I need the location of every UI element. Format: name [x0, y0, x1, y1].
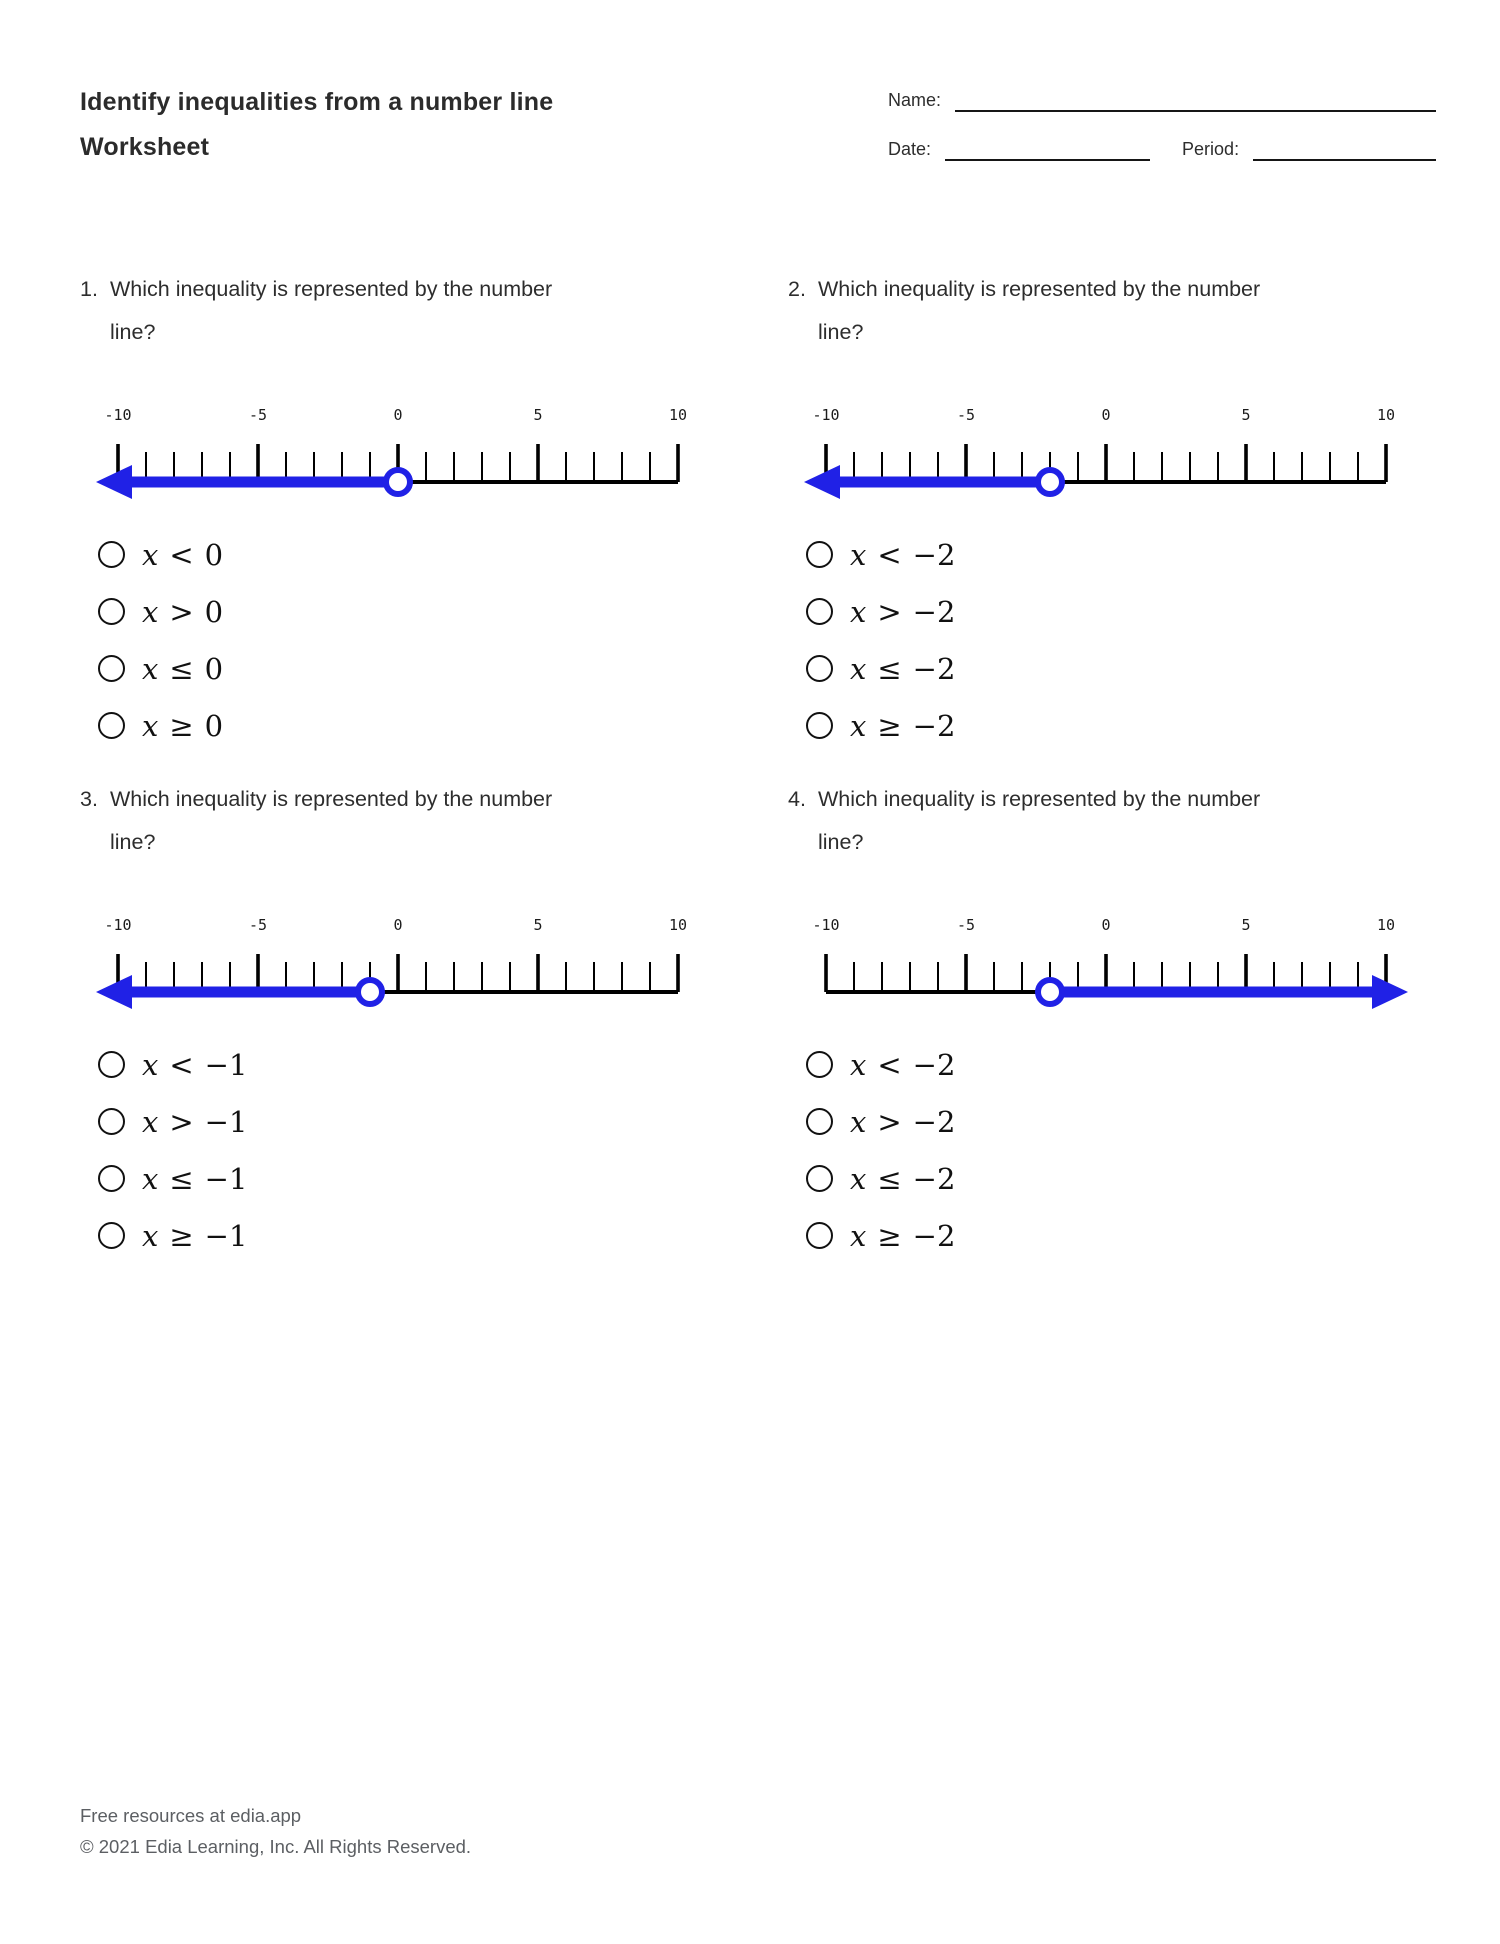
answer-option[interactable]	[98, 1093, 247, 1150]
question-3	[80, 778, 730, 1278]
svg-text:5: 5	[1241, 916, 1251, 934]
worksheet-title	[80, 80, 553, 170]
radio-button[interactable]	[806, 655, 833, 682]
answer-option[interactable]	[806, 697, 955, 754]
question-text: Which inequality is represented by the number line?	[818, 277, 1261, 344]
footer-resources: Free resources at edia.app	[80, 1805, 302, 1826]
option-expression: x ≥ −1	[142, 1218, 248, 1253]
svg-text:10: 10	[1376, 916, 1396, 934]
answer-option[interactable]	[806, 1207, 955, 1264]
radio-button[interactable]	[806, 1051, 833, 1078]
radio-button[interactable]	[98, 598, 125, 625]
svg-text:-5: -5	[956, 916, 976, 934]
number-line-diagram	[788, 906, 1436, 1026]
question-1-prompt	[80, 268, 552, 354]
question-3-prompt	[80, 778, 552, 864]
radio-button[interactable]	[806, 1108, 833, 1135]
period-label: Period:	[1182, 139, 1240, 159]
answer-option[interactable]	[806, 640, 955, 697]
question-4-prompt	[788, 778, 1260, 864]
svg-text:-5: -5	[956, 406, 976, 424]
svg-text:0: 0	[1101, 406, 1111, 424]
svg-text:5: 5	[1241, 406, 1251, 424]
option-expression: x ≤ −2	[850, 1161, 956, 1196]
footer-copyright: © 2021 Edia Learning, Inc. All Rights Reserved.	[80, 1836, 472, 1857]
svg-text:10: 10	[1376, 406, 1396, 424]
title-line-2: Worksheet	[80, 133, 210, 161]
question-2-prompt	[788, 268, 1260, 354]
radio-button[interactable]	[98, 1222, 125, 1249]
radio-button[interactable]	[806, 598, 833, 625]
svg-text:0: 0	[393, 406, 403, 424]
question-number: 3.	[80, 787, 98, 811]
question-number: 4.	[788, 787, 806, 811]
svg-text:5: 5	[533, 406, 543, 424]
answer-options	[806, 526, 955, 754]
answer-option[interactable]	[98, 697, 223, 754]
date-label: Date:	[888, 139, 932, 159]
option-expression: x > −2	[850, 1104, 956, 1139]
number-line-svg	[788, 396, 1436, 516]
svg-text:10: 10	[668, 916, 688, 934]
date-input-line[interactable]	[945, 143, 1150, 161]
period-input-line[interactable]	[1253, 143, 1436, 161]
radio-button[interactable]	[98, 655, 125, 682]
question-2	[788, 268, 1438, 768]
answer-option[interactable]	[806, 526, 955, 583]
question-1	[80, 268, 730, 768]
option-expression: x < −2	[850, 1047, 956, 1082]
option-expression: x < −1	[142, 1047, 248, 1082]
answer-option[interactable]	[98, 640, 223, 697]
option-expression: x ≤ −2	[850, 651, 956, 686]
option-expression: x > −2	[850, 594, 956, 629]
answer-option[interactable]	[806, 1150, 955, 1207]
answer-option[interactable]	[98, 583, 223, 640]
radio-button[interactable]	[98, 541, 125, 568]
radio-button[interactable]	[98, 1108, 125, 1135]
radio-button[interactable]	[806, 1165, 833, 1192]
number-line-svg	[788, 906, 1436, 1026]
svg-text:-10: -10	[812, 916, 840, 934]
answer-options	[98, 1036, 247, 1264]
option-expression: x < −2	[850, 537, 956, 572]
answer-option[interactable]	[98, 1150, 247, 1207]
radio-button[interactable]	[806, 541, 833, 568]
answer-option[interactable]	[806, 1036, 955, 1093]
number-line-svg	[80, 396, 728, 516]
option-expression: x > −1	[142, 1104, 248, 1139]
option-expression: x > 0	[142, 594, 224, 629]
svg-text:0: 0	[393, 916, 403, 934]
svg-text:0: 0	[1101, 916, 1111, 934]
svg-text:10: 10	[668, 406, 688, 424]
option-expression: x < 0	[142, 537, 224, 572]
question-text: Which inequality is represented by the number line?	[110, 277, 553, 344]
name-input-line[interactable]	[955, 94, 1436, 112]
student-info-fields	[888, 90, 1436, 161]
name-row	[888, 90, 1436, 112]
title-line-1: Identify inequalities from a number line	[80, 88, 554, 116]
option-expression: x ≥ 0	[142, 708, 224, 743]
svg-text:-5: -5	[248, 916, 268, 934]
svg-text:-5: -5	[248, 406, 268, 424]
number-line-diagram	[788, 396, 1436, 516]
svg-text:-10: -10	[104, 406, 132, 424]
radio-button[interactable]	[98, 712, 125, 739]
option-expression: x ≤ 0	[142, 651, 224, 686]
date-period-row	[888, 139, 1436, 161]
question-number: 2.	[788, 277, 806, 301]
answer-option[interactable]	[98, 526, 223, 583]
answer-option[interactable]	[98, 1207, 247, 1264]
page-footer	[80, 1800, 471, 1862]
radio-button[interactable]	[98, 1051, 125, 1078]
number-line-diagram	[80, 396, 728, 516]
question-number: 1.	[80, 277, 98, 301]
name-label: Name:	[888, 90, 942, 110]
answer-option[interactable]	[806, 1093, 955, 1150]
svg-text:-10: -10	[104, 916, 132, 934]
option-expression: x ≥ −2	[850, 708, 956, 743]
svg-text:-10: -10	[812, 406, 840, 424]
question-text: Which inequality is represented by the number line?	[818, 787, 1261, 854]
question-text: Which inequality is represented by the number line?	[110, 787, 553, 854]
radio-button[interactable]	[98, 1165, 125, 1192]
answer-option[interactable]	[806, 583, 955, 640]
answer-options	[806, 1036, 955, 1264]
number-line-diagram	[80, 906, 728, 1026]
radio-button[interactable]	[806, 712, 833, 739]
answer-option[interactable]	[98, 1036, 247, 1093]
option-expression: x ≤ −1	[142, 1161, 248, 1196]
option-expression: x ≥ −2	[850, 1218, 956, 1253]
number-line-svg	[80, 906, 728, 1026]
radio-button[interactable]	[806, 1222, 833, 1249]
svg-text:5: 5	[533, 916, 543, 934]
question-4	[788, 778, 1438, 1278]
answer-options	[98, 526, 223, 754]
